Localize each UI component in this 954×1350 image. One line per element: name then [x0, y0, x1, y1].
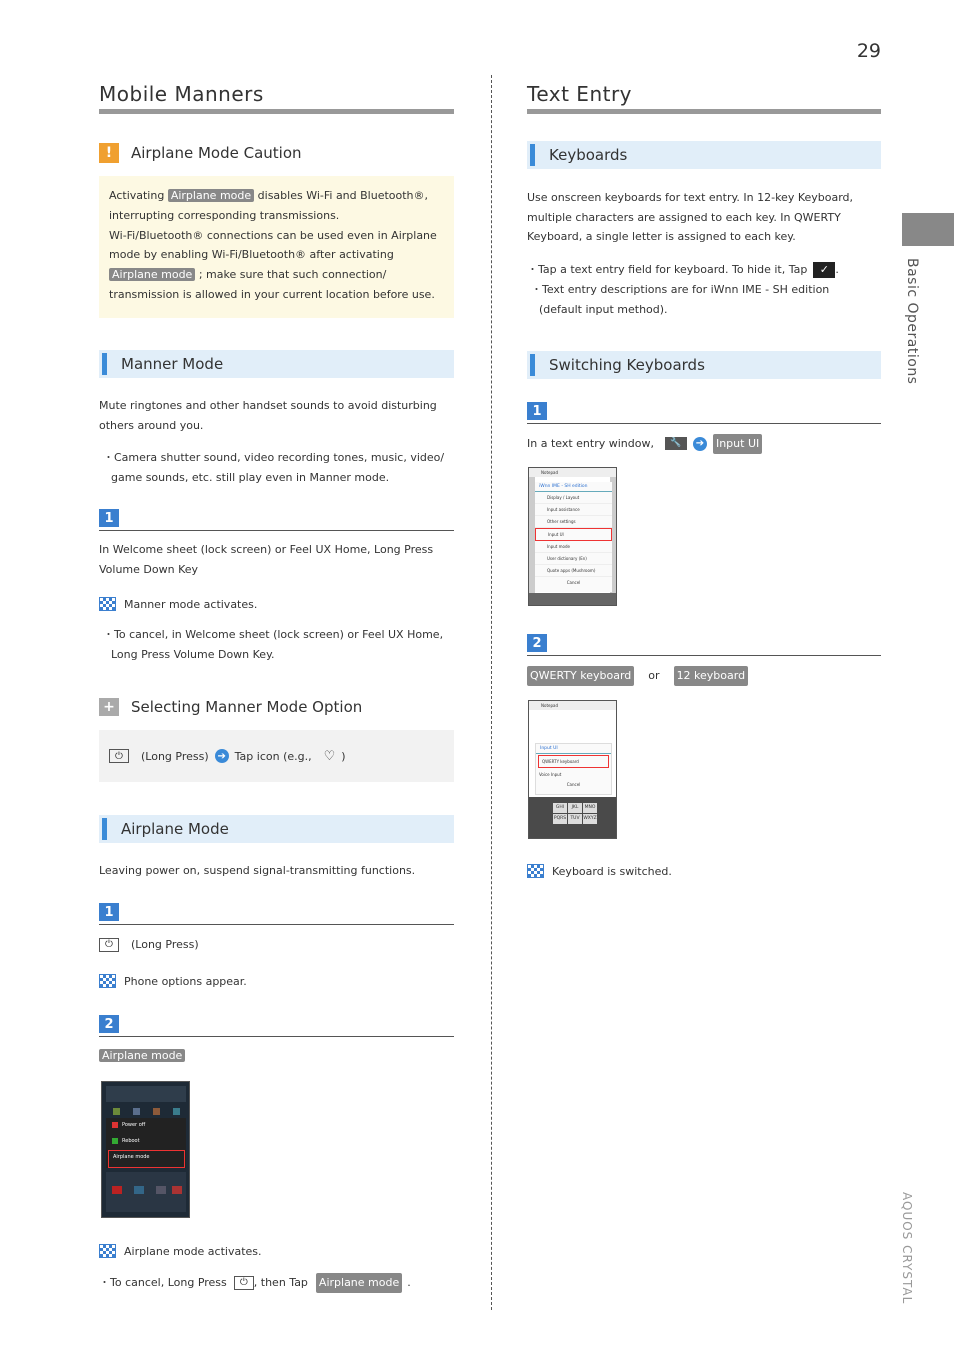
- bullet-text: .: [835, 263, 839, 276]
- option-title: Selecting Manner Mode Option: [131, 698, 363, 716]
- manner-bullet-1: ・Camera shutter sound, video recording tones, music, video/ game sounds, etc. still play even in Manner mode.: [103, 451, 445, 484]
- step-number: 1: [99, 509, 119, 527]
- caution-text-4: ; make sure that such connection/ transmission is allowed in your current location before use.: [109, 268, 435, 301]
- power-off-option: Power off: [112, 1122, 145, 1128]
- step-number: 2: [527, 634, 547, 652]
- or-text: or: [648, 669, 660, 682]
- section-title: Manner Mode: [121, 355, 224, 373]
- close-paren: ): [341, 749, 346, 763]
- input-ui-dialog: Input UI QWERTY keyboard Voice Input Cancel: [535, 743, 612, 795]
- airplane-result-1: [99, 974, 247, 988]
- caution-text-3: Wi-Fi/Bluetooth® connections can be used even in Airplane mode by enabling Wi-Fi/Bluetooth® after activating: [109, 228, 437, 262]
- reboot-option: Reboot: [112, 1138, 140, 1144]
- airplane-step-1: [99, 903, 454, 925]
- manner-description: Mute ringtones and other handset sounds to avoid disturbing others around you.: [99, 399, 437, 432]
- keyboards-bullet-2: ・Text entry descriptions are for iWnn IME - SH edition (default input method).: [531, 283, 830, 316]
- checkered-flag-icon: [99, 597, 116, 611]
- section-title: Switching Keyboards: [549, 356, 705, 374]
- arrow-right-icon: ➔: [693, 437, 707, 451]
- airplane-step-2-line: [99, 1049, 185, 1062]
- keyboard-strip: [529, 593, 617, 605]
- caution-icon: !: [99, 143, 119, 163]
- section-manner-mode: [99, 350, 454, 378]
- ime-dialog: iWnn IME - SH edition Display / Layout Input assistance Other settings Input UI Input mode User dictionary (En) Quote apps (Mushroom) Cancel: [535, 482, 612, 592]
- airplane-step-1-line: [99, 935, 454, 955]
- power-key-icon: ⏻: [99, 938, 119, 952]
- switching-step-1-line: [527, 434, 881, 454]
- checkered-flag-icon: [99, 974, 116, 988]
- section-title: Airplane Mode: [121, 820, 229, 838]
- bullet-text: ・Tap a text entry field for keyboard. To hide it, Tap: [527, 263, 808, 276]
- airplane-mode-tag: Airplane mode: [109, 268, 195, 281]
- input-ui-screenshot: [528, 700, 617, 839]
- caution-text-2: disables Wi-Fi and Bluetooth®, interrupting corresponding transmissions.: [109, 189, 429, 222]
- 12-keyboard-tag: 12 keyboard: [674, 666, 749, 686]
- airplane-cancel-bullet: [99, 1273, 459, 1293]
- tap-icon-text: Tap icon (e.g.,: [234, 749, 312, 763]
- caution-box: [99, 176, 454, 318]
- airplane-step-2: [99, 1015, 454, 1037]
- step-number: 2: [99, 1015, 119, 1033]
- bullet-text: , then Tap: [253, 1276, 308, 1289]
- notepad-titlebar: Notepad: [529, 701, 616, 710]
- keyboards-bullet-1: [527, 260, 881, 280]
- airplane-mode-tag: Airplane mode: [99, 1049, 185, 1062]
- plus-icon: +: [99, 698, 119, 716]
- checkered-flag-icon: [527, 864, 544, 878]
- hide-keyboard-icon: ✓: [813, 262, 835, 278]
- keypad-grid: GHI JKL MNO PQRS TUV WXYZ: [553, 803, 597, 824]
- result-text: Manner mode activates.: [124, 597, 258, 611]
- section-bar: [102, 818, 107, 840]
- home-icons: [106, 1172, 186, 1212]
- airplane-mode-tag: Airplane mode: [316, 1273, 402, 1293]
- power-key-icon: ⏻: [234, 1276, 254, 1290]
- section-bar: [102, 353, 107, 375]
- section-airplane-mode: [99, 815, 454, 843]
- caution-title: Airplane Mode Caution: [131, 144, 302, 162]
- side-tab-label: Basic Operations: [904, 258, 920, 385]
- brand-label: AQUOS CRYSTAL: [900, 1192, 914, 1305]
- switching-step-2-line: [527, 666, 881, 686]
- phone-options-screenshot: [101, 1081, 190, 1218]
- option-header: [99, 698, 362, 716]
- section-bar: [530, 144, 535, 166]
- step-number: 1: [527, 402, 547, 420]
- side-tab-marker: [902, 213, 954, 246]
- airplane-result-2: [99, 1244, 262, 1258]
- manner-step-1-text: In Welcome sheet (lock screen) or Feel UX Home, Long Press Volume Down Key: [99, 543, 434, 576]
- wrench-icon: 🔧: [665, 437, 687, 450]
- step-text: In a text entry window,: [527, 437, 654, 450]
- checkered-flag-icon: [99, 1244, 116, 1258]
- section-bar: [530, 354, 535, 376]
- app-icon-row: [106, 1108, 186, 1117]
- result-text: Phone options appear.: [124, 974, 247, 988]
- result-text: Keyboard is switched.: [552, 864, 672, 878]
- ime-dialog-header: iWnn IME - SH edition: [535, 482, 612, 492]
- ime-menu-screenshot: [528, 467, 617, 606]
- search-bar-bg: [106, 1086, 186, 1102]
- switching-step-1: [527, 402, 881, 424]
- bullet-text: ・To cancel, Long Press: [99, 1276, 227, 1289]
- caution-text-1: Activating: [109, 189, 165, 202]
- manner-result: [99, 597, 257, 611]
- notepad-titlebar: Notepad: [529, 468, 616, 477]
- arrow-right-icon: ➔: [215, 749, 229, 763]
- section-switching-keyboards: [527, 351, 881, 379]
- airplane-mode-tag: Airplane mode: [168, 189, 254, 202]
- manner-bullet-2: ・To cancel, in Welcome sheet (lock screen) or Feel UX Home, Long Press Volume Down Key.: [103, 628, 444, 661]
- input-ui-tag: Input UI: [713, 434, 762, 454]
- qwerty-option: QWERTY keyboard: [538, 755, 609, 768]
- caution-header: [99, 143, 302, 163]
- result-text: Airplane mode activates.: [124, 1244, 262, 1258]
- manner-step-1: [99, 509, 454, 531]
- section-keyboards: [527, 141, 881, 169]
- page-title-right: Text Entry: [527, 82, 633, 106]
- section-title: Keyboards: [549, 146, 628, 164]
- switching-step-2: [527, 634, 881, 656]
- vibrate-icon: ♡: [323, 748, 336, 764]
- option-box: [99, 730, 454, 782]
- title-rule: [527, 109, 881, 114]
- keyboards-description: Use onscreen keyboards for text entry. In 12-key Keyboard, multiple characters are assigned to each key. In QWERTY Keyboard, a single letter is assigned to each key.: [527, 191, 854, 243]
- airplane-description: Leaving power on, suspend signal-transmitting functions.: [99, 864, 416, 877]
- qwerty-keyboard-tag: QWERTY keyboard: [527, 666, 634, 686]
- page-number: 29: [856, 40, 881, 62]
- keyboard-area: [529, 797, 617, 839]
- airplane-mode-option: Airplane mode: [108, 1150, 185, 1168]
- long-press-text: (Long Press): [141, 749, 209, 763]
- input-ui-dialog-header: Input UI: [536, 744, 611, 754]
- page-title-left: Mobile Manners: [99, 82, 264, 106]
- title-rule: [99, 109, 454, 114]
- power-key-icon: ⏻: [109, 749, 129, 763]
- column-divider: [491, 75, 492, 1310]
- airplane-step-1-text: (Long Press): [131, 938, 199, 951]
- bullet-text: .: [407, 1276, 411, 1289]
- input-ui-option: Input UI: [535, 528, 612, 541]
- switching-result: [527, 864, 672, 878]
- step-number: 1: [99, 903, 119, 921]
